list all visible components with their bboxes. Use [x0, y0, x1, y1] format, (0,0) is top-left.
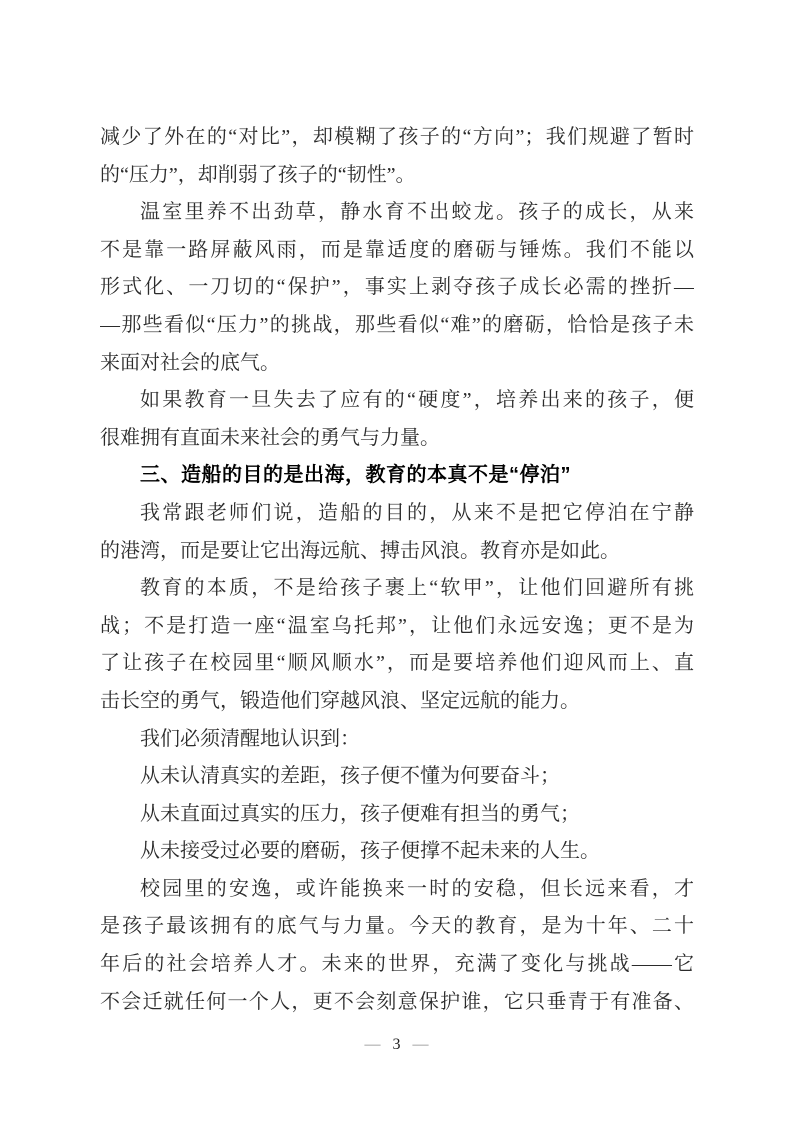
- footer-dash-right: —: [412, 1036, 429, 1053]
- text-line: 击长空的勇气，锻造他们穿越风浪、坚定远航的能力。: [100, 689, 580, 712]
- text-line: 的港湾，而是要让它出海远航、搏击风浪。教育亦是如此。: [100, 539, 620, 562]
- text-line: 从未接受过必要的磨砺，孩子便撑不起未来的人生。: [140, 840, 600, 863]
- text-line: 的“压力”，却削弱了孩子的“韧性”。: [100, 163, 416, 186]
- text-line: 校园里的安逸，或许能换来一时的安稳，但长远来看，才: [140, 877, 694, 900]
- text-block: [100, 119, 694, 1021]
- text-line: 如果教育一旦失去了应有的“硬度”，培养出来的孩子，便: [140, 389, 694, 412]
- text-line: 教育的本质，不是给孩子裹上“软甲”，让他们回避所有挑: [140, 577, 694, 600]
- text-line: 我常跟老师们说，造船的目的，从来不是把它停泊在宁静: [140, 501, 694, 524]
- text-line: 很难拥有直面未来社会的勇气与力量。: [100, 426, 440, 449]
- text-line: 形式化、一刀切的“保护”，事实上剥夺孩子成长必需的挫折—: [100, 276, 694, 299]
- section-heading: 三、造船的目的是出海，教育的本真不是“停泊”: [140, 464, 571, 487]
- text-line: 是孩子最该拥有的底气与力量。今天的教育，是为十年、二十: [100, 915, 694, 938]
- footer-dash-left: —: [364, 1036, 381, 1053]
- text-line: 减少了外在的“对比”，却模糊了孩子的“方向”；我们规避了暂时: [100, 126, 694, 148]
- page-footer: [0, 1033, 793, 1057]
- text-line: 不是靠一路屏蔽风雨，而是靠适度的磨砺与锤炼。我们不能以: [100, 238, 694, 261]
- text-line: 来面对社会的底气。: [100, 351, 280, 374]
- page-number: 3: [392, 1036, 401, 1053]
- text-line: 从未认清真实的差距，孩子便不懂为何要奋斗；: [140, 765, 560, 788]
- text-line: —那些看似“压力”的挑战，那些看似“难”的磨砺，恰恰是孩子未: [100, 313, 694, 336]
- text-line: 我们必须清醒地认识到：: [140, 727, 360, 750]
- text-line: 年后的社会培养人才。未来的世界，充满了变化与挑战——它: [100, 953, 694, 976]
- text-line: 不会迁就任何一个人，更不会刻意保护谁，它只垂青于有准备、: [100, 990, 694, 1013]
- text-line: 从未直面过真实的压力，孩子便难有担当的勇气；: [140, 802, 580, 825]
- text-line: 战；不是打造一座“温室乌托邦”，让他们永远安逸；更不是为: [100, 614, 694, 637]
- text-line: 了让孩子在校园里“顺风顺水”，而是要培养他们迎风而上、直: [100, 652, 694, 675]
- text-line: 温室里养不出劲草，静水育不出蛟龙。孩子的成长，从来: [140, 201, 694, 224]
